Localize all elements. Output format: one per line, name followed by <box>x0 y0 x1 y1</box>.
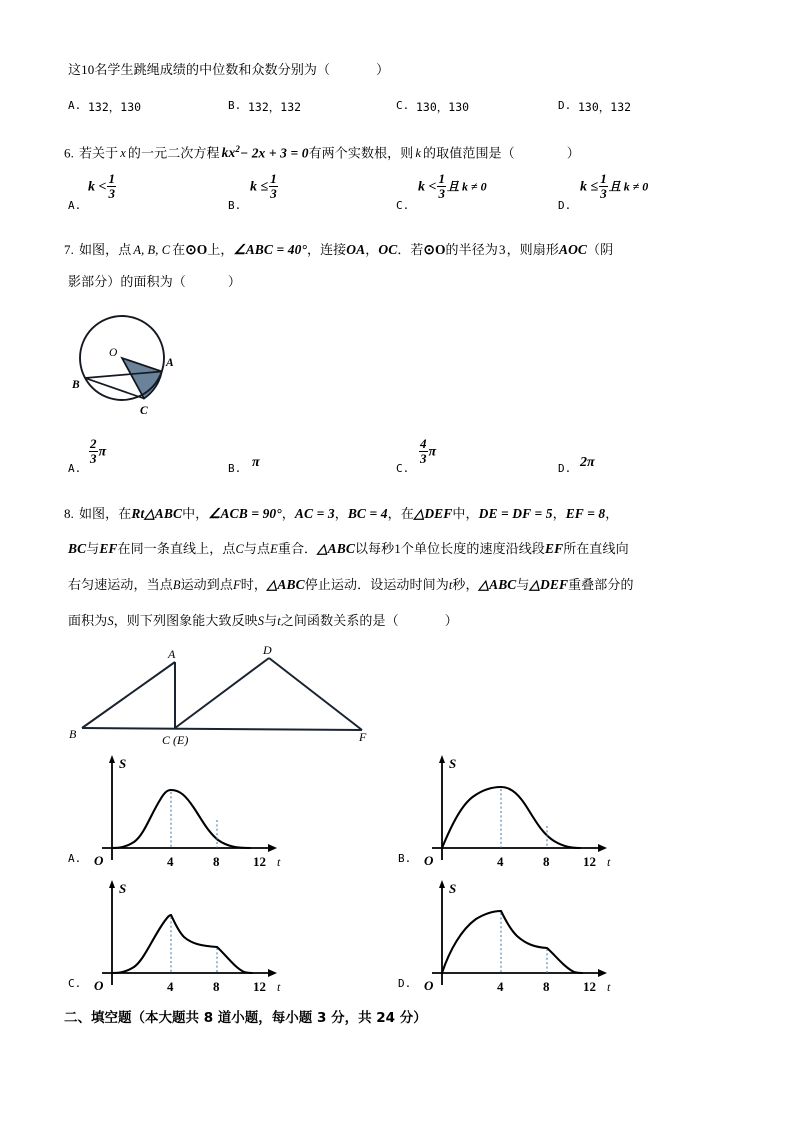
text-run: t <box>448 578 453 592</box>
q7-option-b-label[interactable]: B. <box>228 462 242 475</box>
q8-line4-runs <box>68 613 399 628</box>
text-run: 秒， <box>452 578 479 593</box>
q7-angle: ∠ABC = 40° <box>233 242 307 257</box>
q7-line1-f: 的半径为 <box>445 243 498 258</box>
q6-number: 6. <box>64 145 74 161</box>
q6-stem-a: 若关于 <box>78 146 119 162</box>
fraction-numerator: 1 <box>108 171 115 186</box>
axis-y-label: S <box>449 881 457 896</box>
q7-line1-d: ，连接 <box>306 243 347 258</box>
text-run: ， <box>334 507 348 522</box>
text-run: Rt△ABC <box>131 506 183 521</box>
label-c: C <box>140 405 148 417</box>
tick-8: 8 <box>213 979 220 994</box>
axis-origin-label: O <box>424 978 434 993</box>
q7-option-c-label[interactable]: C. <box>396 462 410 475</box>
text-run: E <box>270 542 278 556</box>
text-run: 个单位长度的速度沿线段 <box>400 542 545 557</box>
text-run: 重叠部分的 <box>568 578 634 593</box>
q7-option-c-fraction <box>419 437 428 465</box>
text-run: DE = DF = 5 <box>478 506 553 521</box>
q8-line3-runs <box>68 577 634 592</box>
q7-option-a-fraction <box>89 437 98 465</box>
text-run: EF <box>544 541 564 556</box>
y-axis-arrow <box>439 880 445 888</box>
q7-line1-c: 上， <box>207 243 234 258</box>
text-run: 重合． <box>277 542 318 557</box>
q7-option-d-label[interactable]: D. <box>558 462 572 475</box>
x-axis-arrow <box>598 969 607 977</box>
q6-equation-rest: − 2x + 3 = 0 <box>239 145 309 161</box>
q6-option-a-label[interactable]: A. <box>68 199 82 212</box>
q8-graph-a[interactable] <box>88 752 288 870</box>
q7-circle-o-2: ⊙O <box>423 242 446 257</box>
label-a: A <box>168 647 176 661</box>
q5-option-a-text[interactable]: 132，130 <box>88 100 142 114</box>
q6-option-c-label[interactable]: C. <box>396 199 410 212</box>
text-run: 之间函数关系的是（ <box>280 614 399 629</box>
q5-option-c-text[interactable]: 130，130 <box>416 100 470 114</box>
q7-circle-o: ⊙O <box>185 242 208 257</box>
q5-stem-c: ） <box>376 63 390 78</box>
axis-origin-label: O <box>424 853 434 868</box>
q6-equation-exponent: 2 <box>235 144 240 154</box>
fraction-numerator: 1 <box>600 171 607 186</box>
q6-option-c-lhs: k < <box>418 179 437 195</box>
tick-12: 12 <box>253 979 266 994</box>
curve-b <box>442 787 580 848</box>
label-b: B <box>72 379 80 391</box>
q7-radius: 3 <box>498 242 506 257</box>
text-run: 与 <box>264 614 278 629</box>
text-run: △ABC <box>266 577 305 592</box>
axis-x-label: t <box>277 855 281 869</box>
q7-option-a-text[interactable] <box>88 437 106 465</box>
q8-number: 8. <box>64 506 74 521</box>
q6-var-k: k <box>415 146 422 161</box>
q8-stem-line3 <box>68 575 634 596</box>
text-run: 如图，在 <box>78 507 132 522</box>
q8-option-b-label[interactable]: B. <box>398 852 412 865</box>
tick-8: 8 <box>543 979 550 994</box>
q5-stem-b: 名学生跳绳成绩的中位数和众数分别为（ <box>94 63 331 78</box>
q7-comma-1: ， <box>365 243 379 258</box>
label-f: F <box>359 730 367 744</box>
text-run: ∠ACB = 90° <box>208 506 282 521</box>
q7-line1-h: （阴 <box>587 243 614 258</box>
fraction-denominator: 3 <box>600 185 607 201</box>
q6-option-b-text[interactable] <box>250 172 279 200</box>
tick-8: 8 <box>543 854 550 869</box>
x-axis-arrow <box>598 844 607 852</box>
text-run: △ABC <box>478 577 517 592</box>
axis-x-label: t <box>607 980 611 994</box>
q6-var-x: x <box>120 146 126 161</box>
q7-option-a-suffix: π <box>98 444 107 460</box>
fraction-numerator: 2 <box>90 436 97 451</box>
q8-option-d-label[interactable]: D. <box>398 977 412 990</box>
text-run: 在同一条直线上，点 <box>117 542 236 557</box>
q5-stem <box>68 60 389 81</box>
text-run: t <box>277 614 281 628</box>
q7-number: 7. <box>64 242 74 257</box>
q5-option-b-text[interactable]: 132，132 <box>248 100 302 114</box>
q6-option-d-fraction <box>599 172 608 200</box>
axis-y-label: S <box>119 881 127 896</box>
label-o: O <box>109 347 118 359</box>
q6-option-c-suffix: 且 k ≠ 0 <box>446 179 487 194</box>
tick-12: 12 <box>583 854 596 869</box>
q8-stem-line2 <box>68 539 629 560</box>
text-run: S <box>257 614 265 628</box>
q7-line1-g: ，则扇形 <box>506 243 559 258</box>
fraction-numerator: 4 <box>420 436 427 451</box>
text-run: 以每秒 <box>354 542 395 557</box>
text-run: AC = 3 <box>294 506 335 521</box>
axis-y-label: S <box>119 756 127 771</box>
section-2-heading: 二、填空题（本大题共 8 道小题，每小题 3 分，共 24 分） <box>64 1010 427 1026</box>
text-run: 所在直线向 <box>563 542 629 557</box>
side-de <box>175 658 269 728</box>
axis-origin-label: O <box>94 853 104 868</box>
label-a: A <box>166 357 174 369</box>
text-run: ，则下列图象能大致反映 <box>113 614 258 629</box>
fraction-denominator: 3 <box>420 450 427 466</box>
q6-stem-b: 的一元二次方程 <box>127 146 220 162</box>
q6-option-a-text[interactable] <box>88 172 117 200</box>
q7-circle-figure <box>62 310 202 422</box>
q6-equation-k: kx <box>221 145 236 161</box>
tick-8: 8 <box>213 854 220 869</box>
text-run: EF <box>99 541 118 556</box>
y-axis-arrow <box>109 880 115 888</box>
text-run: F <box>232 578 241 592</box>
label-d: D <box>263 643 272 657</box>
tick-4: 4 <box>167 979 174 994</box>
side-df <box>269 658 362 730</box>
axis-origin-label: O <box>94 978 104 993</box>
q5-option-c-label[interactable]: C. <box>396 99 410 112</box>
text-run: S <box>107 614 114 628</box>
label-b: B <box>69 727 77 741</box>
q7-line1-e: ．若 <box>397 243 424 258</box>
fraction-denominator: 3 <box>90 450 97 466</box>
fraction-numerator: 1 <box>270 171 277 186</box>
q7-points: A, B, C <box>133 243 171 257</box>
text-run: BC = 4 <box>347 506 388 521</box>
q5-option-d-label[interactable]: D. <box>558 99 572 112</box>
base-line-bf <box>82 728 362 730</box>
q8-triangles-figure <box>62 640 392 752</box>
q8-line4-close: ） <box>444 614 458 629</box>
q8-option-a-label[interactable]: A. <box>68 852 82 865</box>
text-run: 右匀速运动，当点 <box>68 578 173 593</box>
q8-line2-runs <box>68 541 629 556</box>
tick-12: 12 <box>253 854 266 869</box>
q7-option-a-label[interactable]: A. <box>68 462 82 475</box>
axis-x-label: t <box>607 855 611 869</box>
tick-4: 4 <box>497 854 504 869</box>
q6-stem-e: ） <box>566 146 580 162</box>
text-run: 1 <box>394 541 401 556</box>
text-run: △ABC <box>317 541 355 556</box>
text-run: 面积为 <box>68 614 108 629</box>
tick-4: 4 <box>167 854 174 869</box>
text-run: 与点 <box>243 542 271 557</box>
side-ab <box>82 662 175 728</box>
q8-graph-c[interactable] <box>88 877 288 995</box>
q6-option-c-fraction <box>437 172 446 200</box>
y-axis-arrow <box>109 755 115 763</box>
q6-stem-c: 有两个实数根，则 <box>308 146 414 162</box>
q5-option-b-label[interactable]: B. <box>228 99 242 112</box>
q7-option-d-text[interactable]: 2π <box>580 455 595 470</box>
q7-option-c-suffix: π <box>428 444 437 460</box>
q8-stem-line4 <box>68 611 458 632</box>
q7-line1-b: 在 <box>172 243 186 258</box>
q7-option-b-text[interactable]: π <box>252 455 260 470</box>
text-run: EF = 8 <box>565 506 606 521</box>
axis-x-label: t <box>277 980 281 994</box>
curve-c <box>112 915 252 973</box>
q7-sector: AOC <box>558 242 588 257</box>
text-run: 与 <box>86 542 100 557</box>
q8-graph-b[interactable] <box>418 752 618 870</box>
axis-y-label: S <box>449 756 457 771</box>
q5-stem-a: 这 <box>68 63 82 78</box>
q8-stem-line1 <box>64 504 618 525</box>
q6-stem-d: 的取值范围是（ <box>423 146 515 162</box>
q6-option-a-fraction <box>107 172 116 200</box>
q6-option-b-fraction <box>269 172 278 200</box>
q7-line2: 影部分）的面积为（ <box>68 275 186 290</box>
text-run: ， <box>281 507 295 522</box>
q7-seg-oc: OC <box>378 242 398 257</box>
curve-d <box>442 911 582 973</box>
q7-line1-a: 如图，点 <box>78 243 132 258</box>
q8-option-c-label[interactable]: C. <box>68 977 82 990</box>
q6-option-b-lhs: k ≤ <box>250 179 269 195</box>
text-run: ， <box>552 507 566 522</box>
text-run: ，在 <box>387 507 414 522</box>
tick-4: 4 <box>497 979 504 994</box>
q7-seg-oa: OA <box>346 242 366 257</box>
text-run: 运动到点 <box>180 578 233 593</box>
text-run: △DEF <box>529 577 569 592</box>
text-run: 中， <box>182 507 209 522</box>
q5-option-a-label[interactable]: A. <box>68 99 82 112</box>
tick-12: 12 <box>583 979 596 994</box>
text-run: 与 <box>516 578 530 593</box>
curve-a <box>112 790 250 848</box>
text-run: B <box>172 578 181 592</box>
q5-stem-count: 10 <box>81 62 95 77</box>
q6-option-b-label[interactable]: B. <box>228 199 242 212</box>
q6-stem <box>64 139 580 164</box>
label-c-e: C (E) <box>162 733 189 747</box>
q6-option-c-text[interactable] <box>418 172 487 200</box>
q5-option-d-text[interactable]: 130，132 <box>578 100 632 114</box>
q6-option-d-lhs: k ≤ <box>580 179 599 195</box>
fraction-denominator: 3 <box>438 185 445 201</box>
text-run: ， <box>605 507 619 522</box>
text-run: C <box>235 542 244 556</box>
q8-graph-d[interactable] <box>418 877 618 995</box>
fraction-numerator: 1 <box>438 171 445 186</box>
text-run: 中， <box>452 507 479 522</box>
q7-stem-line2 <box>68 272 241 293</box>
fraction-denominator: 3 <box>270 185 277 201</box>
text-run: BC <box>68 541 87 556</box>
text-run: 时， <box>240 578 267 593</box>
q8-line1-runs <box>79 506 618 521</box>
text-run: 停止运动．设运动时间为 <box>304 578 449 593</box>
x-axis-arrow <box>268 844 277 852</box>
q7-stem-line1 <box>64 240 613 261</box>
x-axis-arrow <box>268 969 277 977</box>
q6-option-d-label[interactable]: D. <box>558 199 572 212</box>
q6-option-d-suffix: 且 k ≠ 0 <box>608 179 649 194</box>
q6-option-a-lhs: k < <box>88 179 107 195</box>
y-axis-arrow <box>439 755 445 763</box>
q7-option-c-text[interactable] <box>418 437 436 465</box>
fraction-denominator: 3 <box>108 185 115 201</box>
q6-option-d-text[interactable] <box>580 172 648 200</box>
text-run: △DEF <box>413 506 453 521</box>
q7-line2-b: ） <box>227 275 242 290</box>
